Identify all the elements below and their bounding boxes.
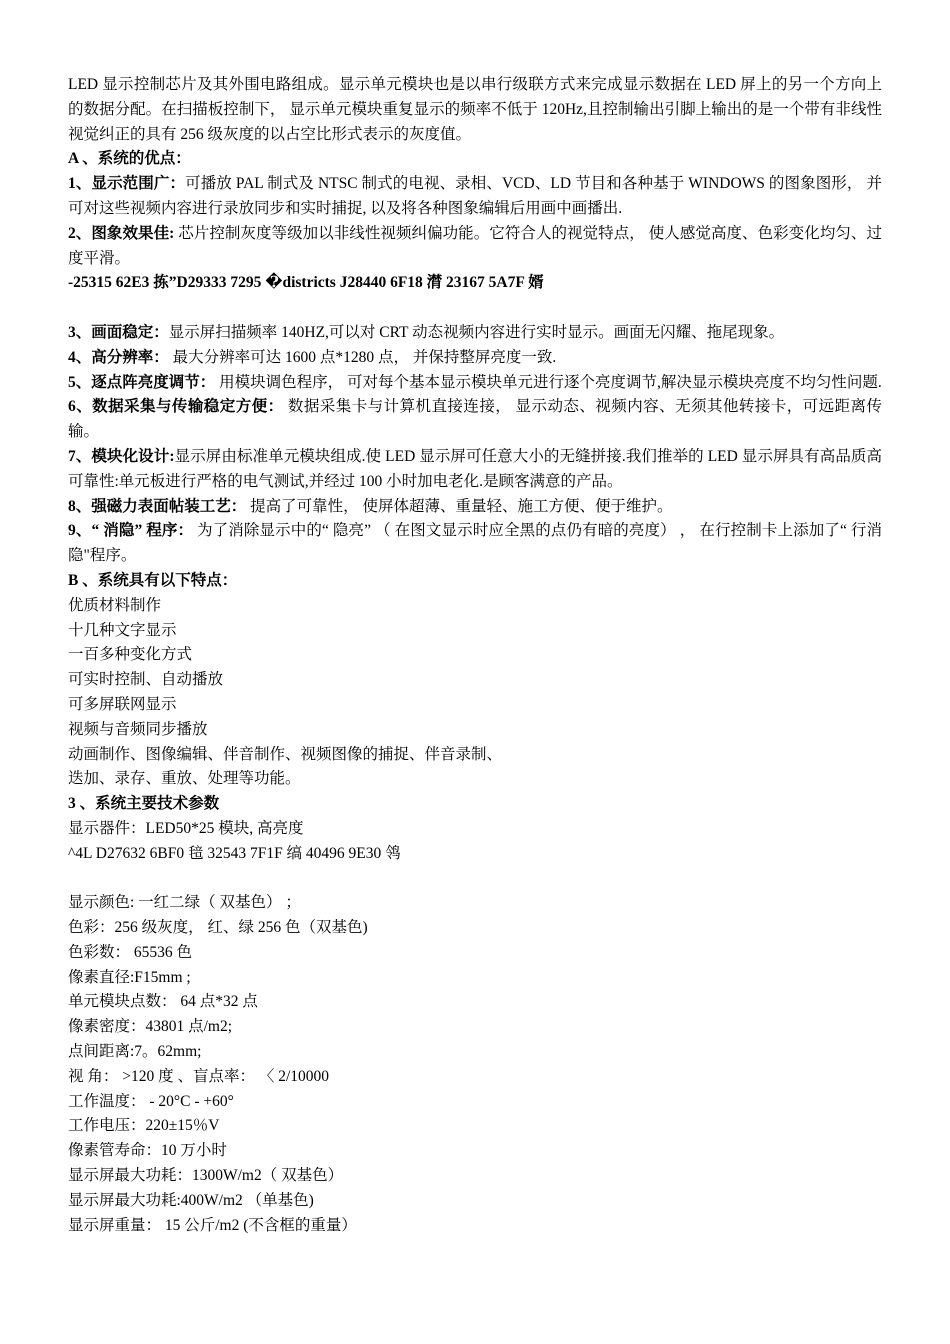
feature-item-label: 6、数据采集与传输稳定方便： [68, 398, 284, 416]
feature-item-label: 1、显示范围广： [68, 175, 186, 193]
feature-item-text: 显示屏由标准单元模块组成.使 LED 显示屏可任意大小的无缝拼接.我们推举的 LED 显示屏具有高品质高可靠性:单元板进行严格的电气测试,并经过 100 小时加电老化.是顾客满意的产品。 [68, 447, 882, 490]
text-line: 十几种文字显示 [68, 621, 177, 639]
feature-item [68, 395, 882, 445]
text-line: 视频与音频同步播放 [68, 720, 208, 738]
text-line: 视 角： >120 度 、盲点率： 〈 2/10000 [68, 1067, 330, 1085]
text-line: 显示屏最大功耗：1300W/m2（ 双基色） [68, 1167, 344, 1185]
feature-item-text: 提高了可靠性， 使屏体超薄、重量轻、施工方便、便于维护。 [246, 497, 673, 515]
blank-line [68, 867, 882, 892]
section-heading: B 、系统具有以下特点： [68, 571, 238, 589]
text-line: 显示屏最大功耗:400W/m2 （单基色) [68, 1191, 314, 1209]
feature-item-label: 7、模块化设计: [68, 447, 175, 465]
feature-item-text: 显示屏扫描频率 140HZ,可以对 CRT 动态视频内容进行实时显示。画面无闪耀、拖尾现象。 [168, 323, 785, 341]
text-line: 像素密度：43801 点/m2; [68, 1018, 233, 1036]
text-line: 工作温度： - 20°C - +60° [68, 1092, 234, 1110]
text-line: 像素管寿命：10 万小时 [68, 1142, 227, 1160]
feature-item-text: 数据采集卡与计算机直接连接， 显示动态、视频内容、无须其他转接卡，可远距离传输。 [68, 398, 882, 441]
section-heading: A 、系统的优点： [68, 150, 191, 168]
feature-item-text: 用模块调色程序， 可对每个基本显示模块单元进行逐个亮度调节,解决显示模块亮度不均匀性问题. [215, 373, 882, 391]
text-line: 显示颜色: 一红二绿（ 双基色） ； [68, 894, 301, 912]
feature-item [68, 172, 882, 222]
text-line: 色彩数： 65536 色 [68, 943, 193, 961]
feature-item-text: 芯片控制灰度等级加以非线性视频纠偏功能。它符合人的视觉特点， 使人感觉高度、色彩变化均匀、过度平滑。 [68, 224, 882, 267]
feature-item-label: 4、高分辨率： [68, 348, 169, 366]
text-line: 一百多种变化方式 [68, 646, 193, 664]
feature-item [68, 371, 882, 396]
section-heading: 3 、系统主要技术参数 [68, 795, 220, 813]
text-line: ^4L D27632 6BF0 毰 32543 7F1F 缟 40496 9E30 鸰 [68, 844, 401, 862]
feature-item-label: 8、强磁力表面帖装工艺： [68, 497, 247, 515]
feature-item-label: 3、画面稳定： [68, 323, 169, 341]
text-line: 显示屏重量： 15 公斤/m2 (不含框的重量） [68, 1216, 357, 1234]
text-line: 迭加、录存、重放、处理等功能。 [68, 770, 301, 788]
feature-item-label: 5、逐点阵亮度调节： [68, 373, 216, 391]
feature-item-label: 2、图象效果佳: [68, 224, 179, 242]
text-line: 可多屏联网显示 [68, 695, 177, 713]
blank-line [68, 296, 882, 321]
text-line: 优质材料制作 [68, 596, 162, 614]
feature-item-text: 可播放 PAL 制式及 NTSC 制式的电视、录相、VCD、LD 节目和各种基于 WINDOWS 的图象图形， 并可对这些视频内容进行录放同步和实时捕捉, 以及将各种图象编辑后用画中画播出. [68, 175, 882, 217]
text-line: 显示器件：LED50*25 模块, 高亮度 [68, 819, 304, 837]
text-line: LED 显示控制芯片及其外围电路组成。显示单元模块也是以串行级联方式来完成显示数据在 LED 屏上的另一个方向上的数据分配。在扫描板控制下， 显示单元模块重复显示的频率不低于 120Hz,且控制输出引脚上输出的是一个带有非线性视觉纠正的具有 256 级灰度的以占空比形式表示的灰度值。 [68, 76, 882, 143]
text-line: 可实时控制、自动播放 [68, 671, 224, 689]
text-line: 点间距离:7。62mm; [68, 1043, 202, 1061]
feature-item [68, 222, 882, 272]
feature-item [68, 495, 882, 520]
feature-item-text: 最大分辨率可达 1600 点*1280 点， 并保持整屏亮度一致. [168, 348, 557, 366]
text-line: 单元模块点数： 64 点*32 点 [68, 993, 258, 1011]
feature-item [68, 321, 882, 346]
feature-item-label: 9、“ 消隐” 程序： [68, 522, 194, 540]
section-heading: -25315 62E3 拣”D29333 7295 �districts J28440 6F18 潸 23167 5A7F 婿 [68, 274, 544, 292]
feature-item-text: 为了消除显示中的“ 隐亮” （ 在图文显示时应全黑的点仍有暗的亮度） ， 在行控制卡上添加了“ 行消隐"程序。 [68, 522, 882, 565]
text-line: 色彩：256 级灰度， 红、绿 256 色（双基色) [68, 919, 368, 937]
text-line: 像素直径:F15mm ; [68, 968, 191, 986]
text-line: 工作电压：220±15％V [68, 1117, 220, 1135]
feature-item [68, 519, 882, 569]
text-line: 动画制作、图像编辑、伴音制作、视频图像的捕捉、伴音录制、 [68, 745, 503, 763]
feature-item [68, 445, 882, 495]
feature-item [68, 346, 882, 371]
